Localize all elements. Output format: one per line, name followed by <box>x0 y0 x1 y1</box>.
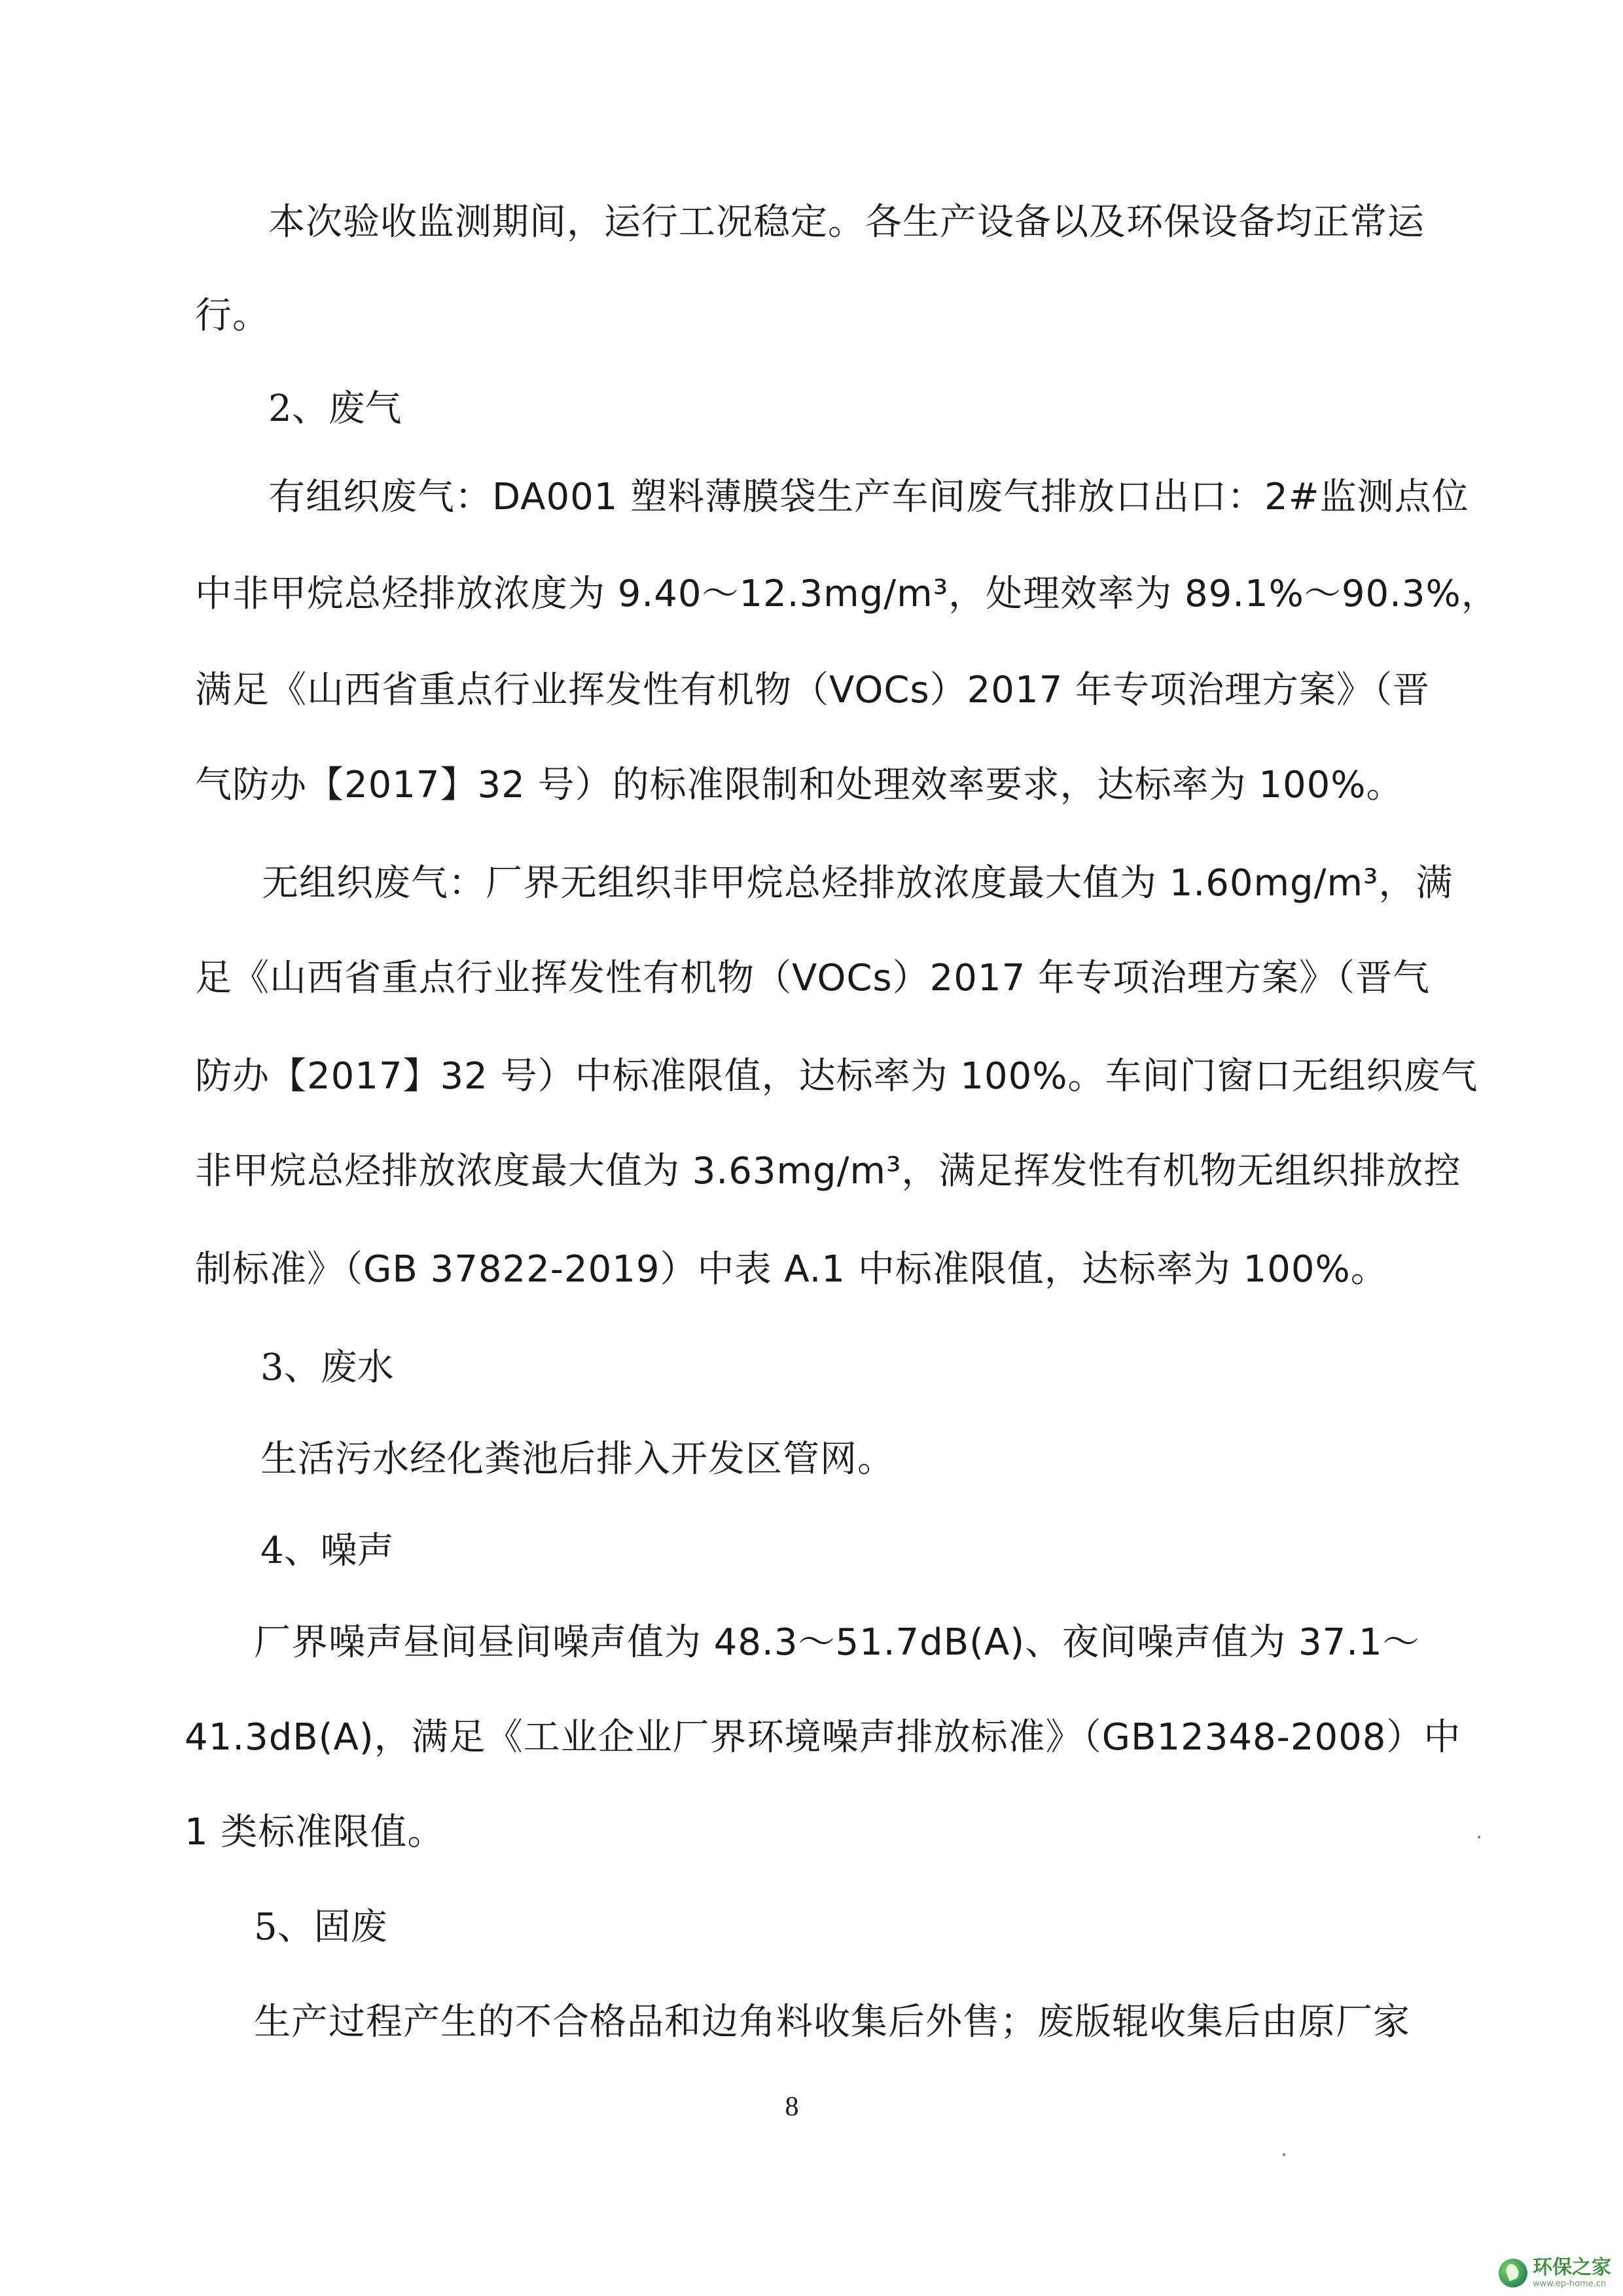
section-heading: 2、废气 <box>268 387 402 430</box>
body-line: 生产过程产生的不合格品和边角料收集后外售；废版辊收集后由原厂家 <box>254 2001 1410 2043</box>
scan-speck <box>1283 2153 1285 2156</box>
body-line: 生活污水经化粪池后排入开发区管网。 <box>260 1438 895 1480</box>
scan-speck <box>1478 1836 1480 1839</box>
watermark-name: 环保之家 <box>1533 2256 1611 2279</box>
body-line: 行。 <box>195 295 270 337</box>
watermark-url: www.ep-home.cn <box>1533 2279 1607 2289</box>
body-line: 气防办【2017】32 号）的标准限制和处理效率要求，达标率为 100%。 <box>195 764 1404 806</box>
body-line: 41.3dB(A)，满足《工业企业厂界环境噪声排放标准》（GB12348-2008）中 <box>185 1716 1461 1759</box>
body-line: 本次验收监测期间，运行工况稳定。各生产设备以及环保设备均正常运 <box>268 201 1425 243</box>
watermark-text <box>1533 2258 1611 2288</box>
body-line: 中非甲烷总烃排放浓度为 9.40～12.3mg/m³，处理效率为 89.1%～90.3%， <box>195 573 1499 615</box>
body-line: 1 类标准限值。 <box>185 1811 445 1854</box>
body-line: 无组织废气：厂界无组织非甲烷总烃排放浓度最大值为 1.60mg/m³，满 <box>262 862 1454 905</box>
section-heading: 3、废水 <box>260 1346 394 1389</box>
watermark <box>1499 2258 1611 2288</box>
section-heading: 5、固废 <box>254 1906 387 1948</box>
body-line: 有组织废气：DA001 塑料薄膜袋生产车间废气排放口出口：2#监测点位 <box>268 476 1469 518</box>
body-line: 防办【2017】32 号）中标准限值，达标率为 100%。车间门窗口无组织废气 <box>195 1055 1478 1098</box>
body-line: 满足《山西省重点行业挥发性有机物（VOCs）2017 年专项治理方案》（晋 <box>195 669 1430 711</box>
body-line: 非甲烷总烃排放浓度最大值为 3.63mg/m³，满足挥发性有机物无组织排放控 <box>195 1150 1461 1193</box>
body-line: 厂界噪声昼间昼间噪声值为 48.3～51.7dB(A)、夜间噪声值为 37.1～ <box>254 1621 1420 1664</box>
body-line: 制标准》（GB 37822-2019）中表 A.1 中标准限值，达标率为 100%。 <box>195 1248 1388 1291</box>
section-heading: 4、噪声 <box>260 1530 394 1572</box>
body-line: 足《山西省重点行业挥发性有机物（VOCs）2017 年专项治理方案》（晋气 <box>195 957 1430 999</box>
leaf-logo-icon <box>1499 2259 1527 2287</box>
page-number: 8 <box>785 2092 799 2122</box>
